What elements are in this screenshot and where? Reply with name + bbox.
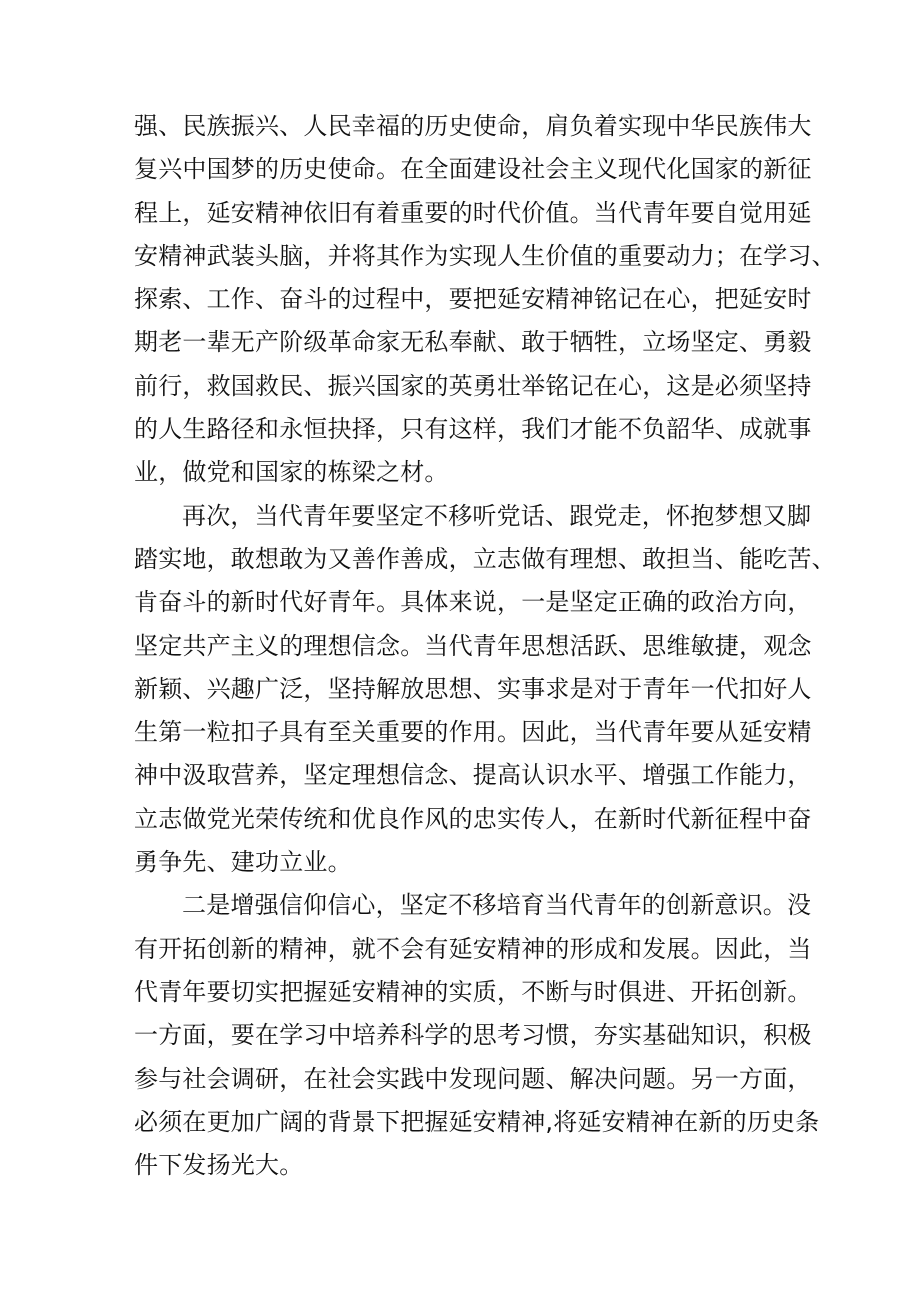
paragraph-1 xyxy=(134,105,836,495)
text-line: 必须在更加广阔的背景下把握延安精神,将延安精神在新的历史条 xyxy=(134,1107,820,1136)
text-line: 肯奋斗的新时代好青年。具体来说，一是坚定正确的政治方向， xyxy=(134,588,812,617)
text-line: 生第一粒扣子具有至关重要的作用。因此，当代青年要从延安精 xyxy=(134,718,812,747)
text-line: 新颖、兴趣广泛，坚持解放思想、实事求是对于青年一代扣好人 xyxy=(134,674,812,703)
text-line: 的人生路径和永恒抉择，只有这样，我们才能不负韶华、成就事 xyxy=(134,415,812,444)
text-line: 再次，当代青年要坚定不移听党话、跟党走，怀抱梦想又脚 xyxy=(182,501,812,530)
text-line: 探索、工作、奋斗的过程中，要把延安精神铭记在心，把延安时 xyxy=(134,285,812,314)
body-text xyxy=(134,105,836,1187)
text-line: 神中汲取营养，坚定理想信念、提高认识水平、增强工作能力， xyxy=(134,761,812,790)
text-line: 一方面，要在学习中培养科学的思考习惯，夯实基础知识，积极 xyxy=(134,1021,812,1050)
text-line: 期老一辈无产阶级革命家无私奉献、敢于牺牲，立场坚定、勇毅 xyxy=(134,328,812,357)
text-line: 代青年要切实把握延安精神的实质，不断与时俱进、开拓创新。 xyxy=(134,977,812,1006)
text-line: 二是增强信仰信心，坚定不移培育当代青年的创新意识。没 xyxy=(182,891,812,920)
text-line: 立志做党光荣传统和优良作风的忠实传人，在新时代新征程中奋 xyxy=(134,804,812,833)
text-line: 强、民族振兴、人民幸福的历史使命，肩负着实现中华民族伟大 xyxy=(134,112,812,140)
text-line: 复兴中国梦的历史使命。在全面建设社会主义现代化国家的新征 xyxy=(134,155,812,184)
text-line: 安精神武装头脑，并将其作为实现人生价值的重要动力；在学习、 xyxy=(134,241,836,270)
text-line: 踏实地，敢想敢为又善作善成，立志做有理想、敢担当、能吃苦、 xyxy=(134,544,836,573)
text-line: 坚定共产主义的理想信念。当代青年思想活跃、思维敏捷，观念 xyxy=(134,631,812,660)
paragraph-2 xyxy=(134,495,836,885)
text-line: 程上，延安精神依旧有着重要的时代价值。当代青年要自觉用延 xyxy=(134,198,812,227)
paragraph-3 xyxy=(134,884,820,1187)
text-line: 勇争先、建功立业。 xyxy=(134,848,352,877)
text-line: 业，做党和国家的栋梁之材。 xyxy=(134,458,449,487)
text-line: 件下发扬光大。 xyxy=(134,1151,304,1180)
text-line: 前行，救国救民、振兴国家的英勇壮举铭记在心，这是必须坚持 xyxy=(134,371,812,400)
text-line: 参与社会调研，在社会实践中发现问题、解决问题。另一方面， xyxy=(134,1064,812,1093)
text-line: 有开拓创新的精神，就不会有延安精神的形成和发展。因此，当 xyxy=(134,934,812,963)
